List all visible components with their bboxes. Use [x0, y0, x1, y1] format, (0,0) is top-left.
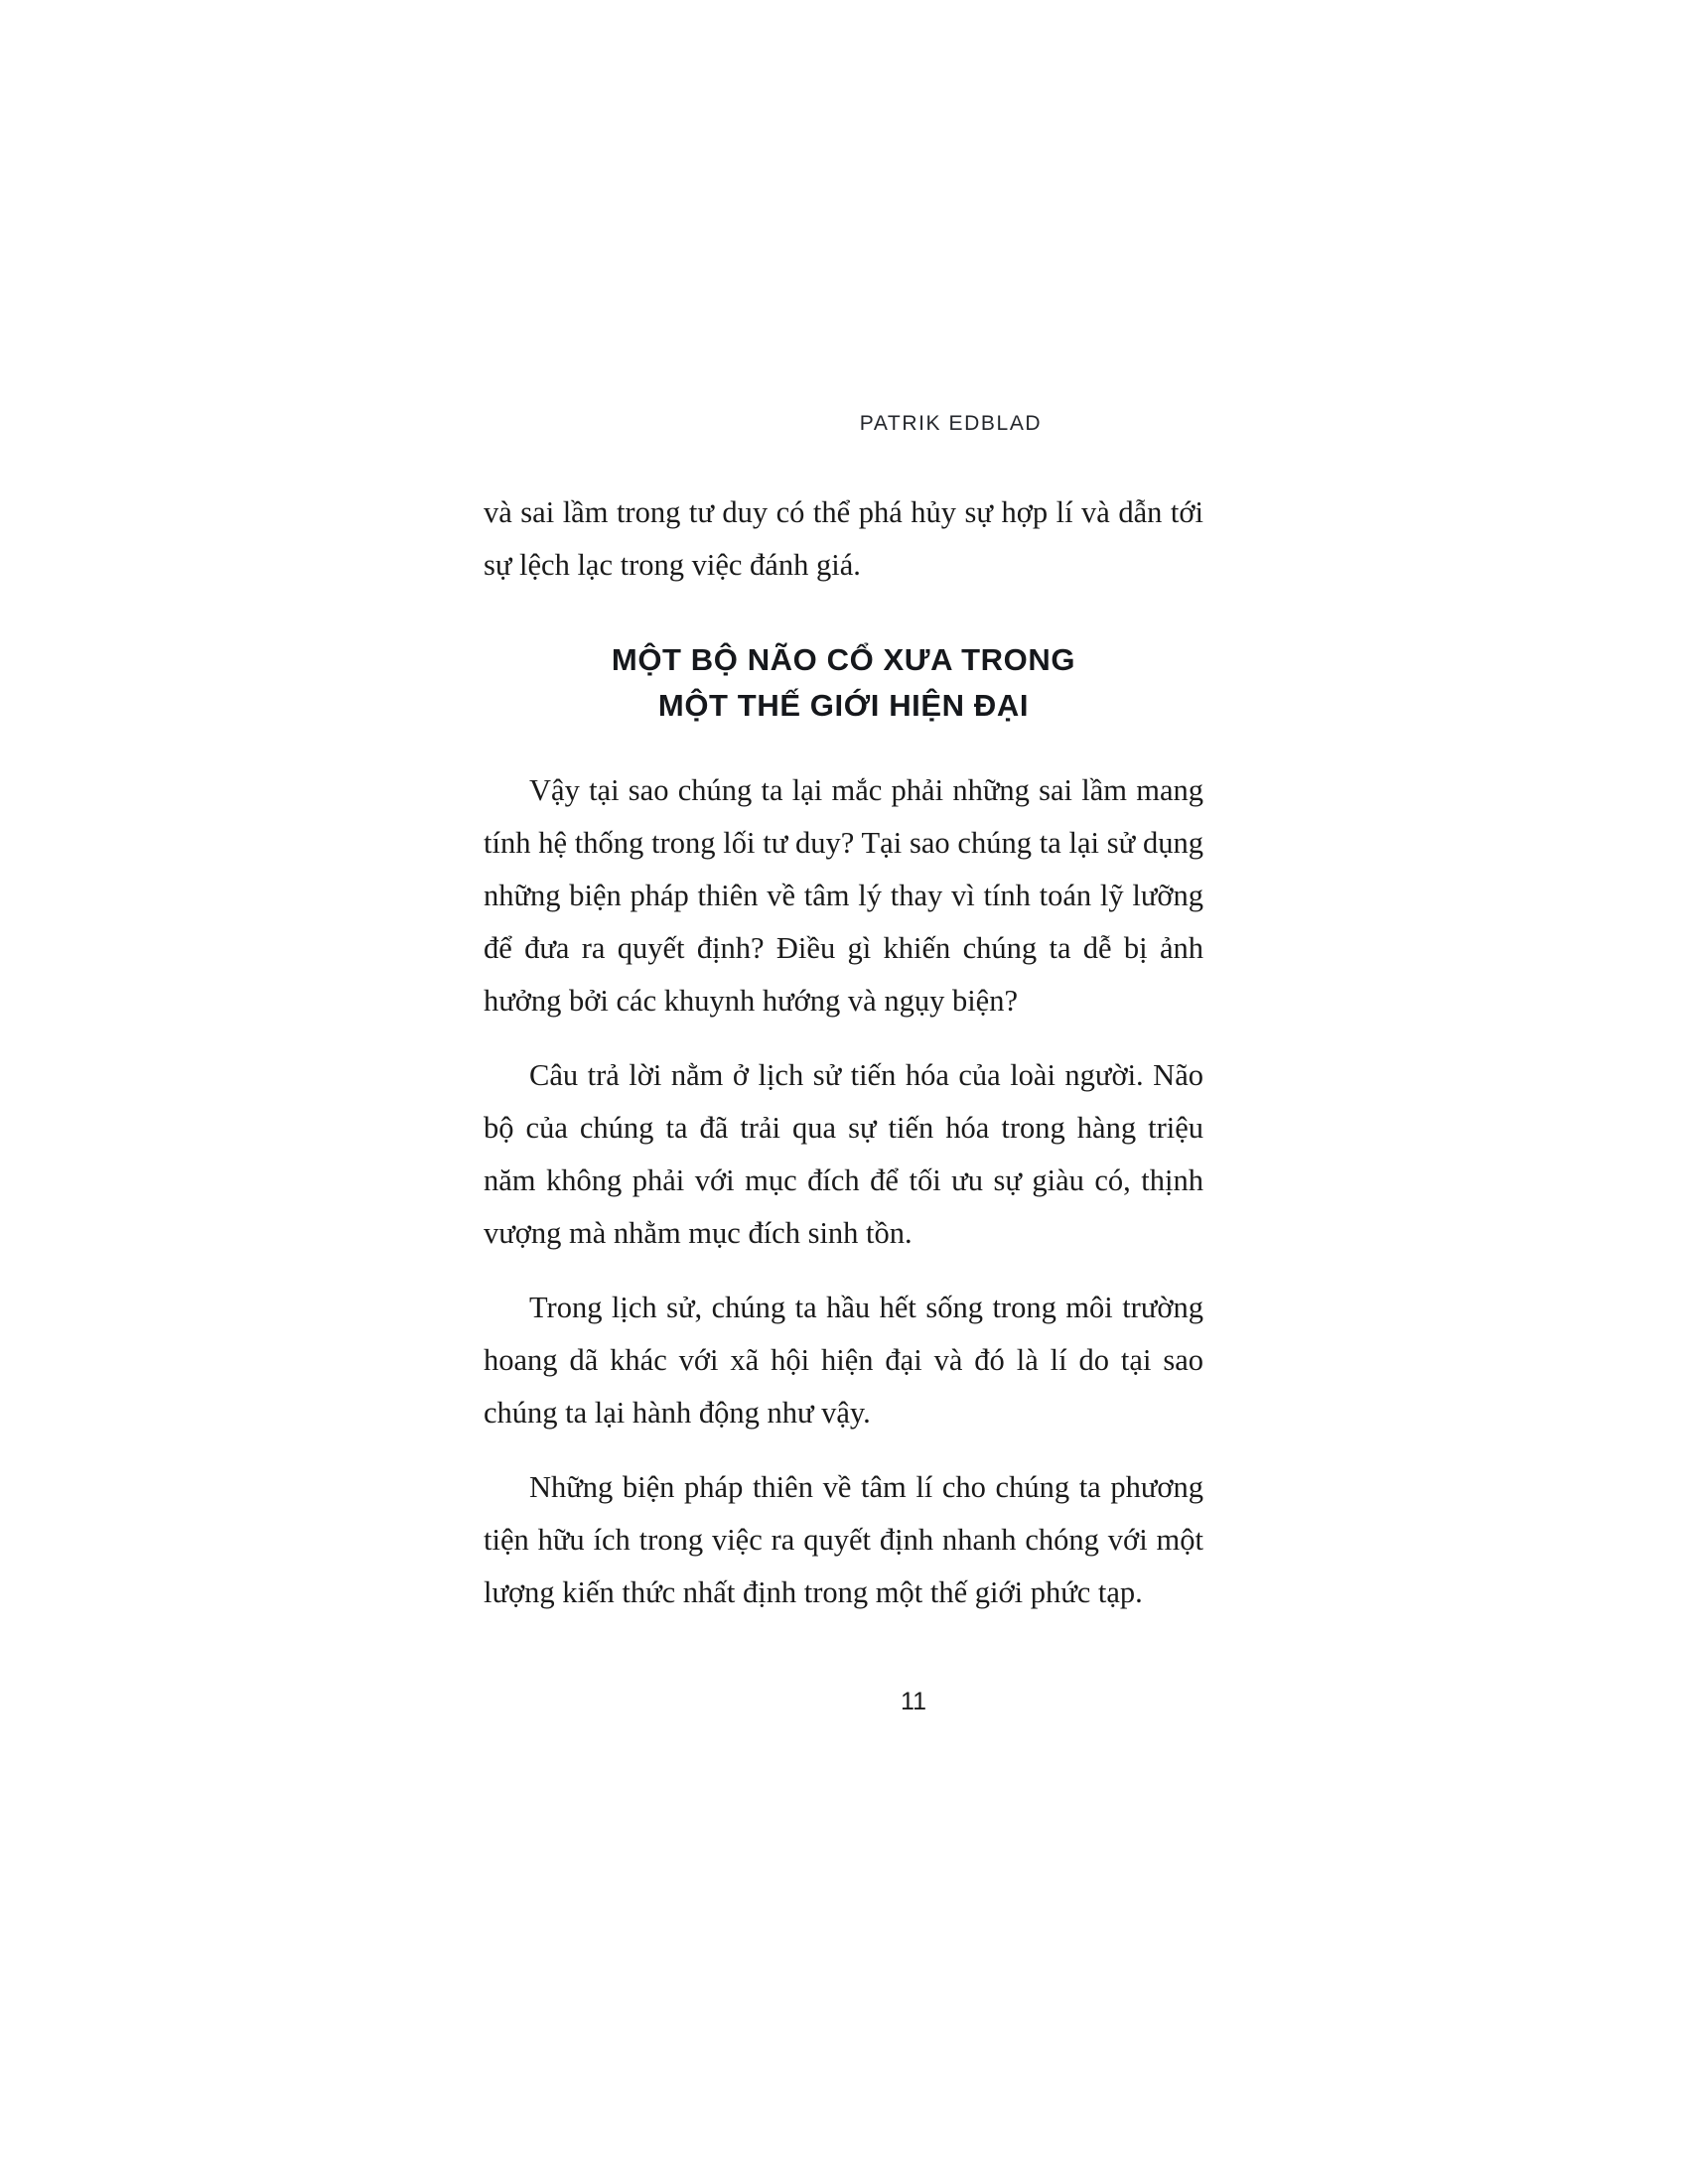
paragraph-4: Những biện pháp thiên về tâm lí cho chúng ta phương tiện hữu ích trong việc ra quyết định nhanh chóng với một lượng kiến thức nhất định trong một thế giới phức tạp. [484, 1470, 1203, 1609]
paragraph-1: Vậy tại sao chúng ta lại mắc phải những sai lầm mang tính hệ thống trong lối tư duy? Tại sao chúng ta lại sử dụng những biện pháp thiên về tâm lý thay vì tính toán lỹ lưỡng để đưa ra quyết định? Điều gì khiến chúng ta dễ bị ảnh hưởng bởi các khuynh hướng và ngụy biện? [484, 773, 1203, 1018]
page-number: 11 [901, 1688, 926, 1715]
section-heading [484, 637, 1203, 729]
section-heading-line-1: MỘT BỘ NÃO CỔ XƯA TRONG [611, 642, 1076, 677]
paragraph-2: Câu trả lời nằm ở lịch sử tiến hóa của loài người. Não bộ của chúng ta đã trải qua sự tiến hóa trong hàng triệu năm không phải với mục đích để tối ưu sự giàu có, thịnh vượng mà nhằm mục đích sinh tồn. [484, 1058, 1203, 1250]
text-column [484, 486, 1203, 1619]
paragraph-3: Trong lịch sử, chúng ta hầu hết sống trong môi trường hoang dã khác với xã hội hiện đại và đó là lí do tại sao chúng ta lại hành động như vậy. [484, 1291, 1203, 1430]
running-head: PATRIK EDBLAD [859, 412, 1043, 435]
section-heading-line-2: MỘT THẾ GIỚI HIỆN ĐẠI [657, 688, 1030, 723]
paragraph-continued: và sai lầm trong tư duy có thể phá hủy sự hợp lí và dẫn tới sự lệch lạc trong việc đánh giá. [484, 495, 1203, 582]
